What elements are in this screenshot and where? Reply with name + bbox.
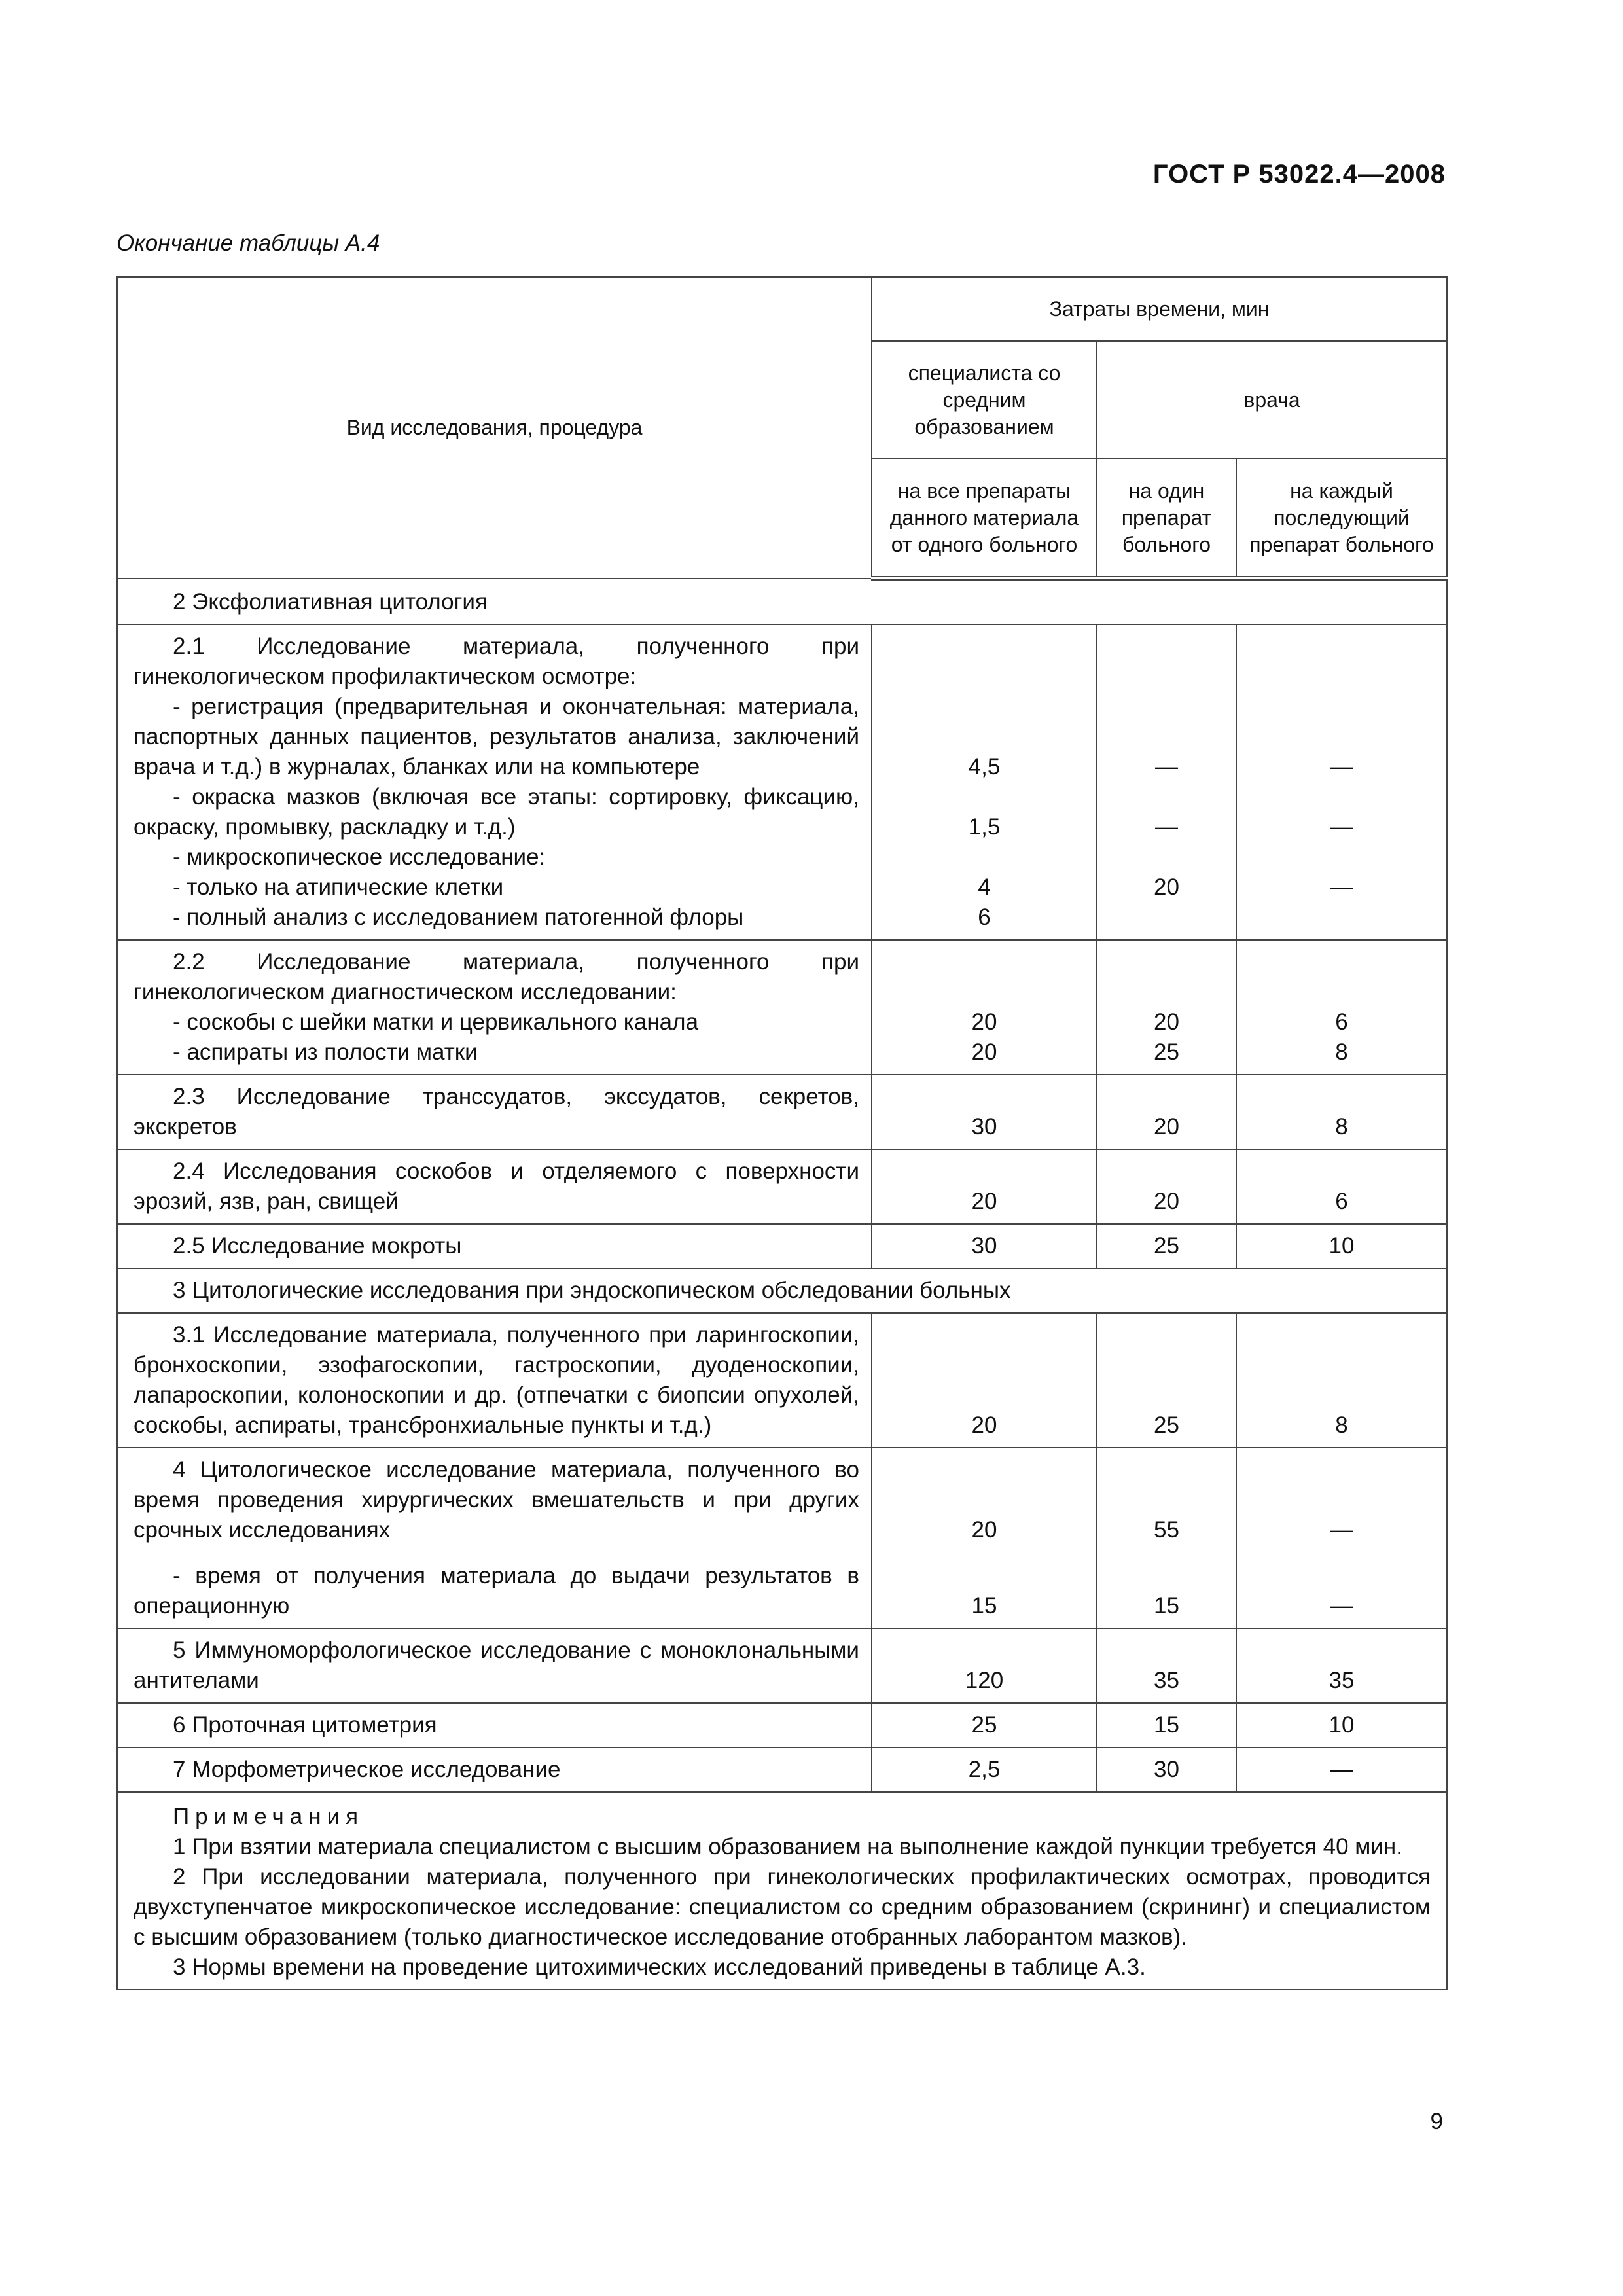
notes-cell	[117, 1792, 1447, 1990]
value-cell: 35	[1236, 1628, 1447, 1703]
procedure-cell: 6 Проточная цитометрия	[117, 1703, 872, 1748]
procedure-cell	[117, 940, 872, 1075]
value-cell: —	[1236, 1748, 1447, 1792]
procedure-item: - регистрация (предварительная и окончательная: материала, паспортных данных пациентов, результатов анализа, заключений врача и т.д.) в журналах, бланках или на компьютере	[134, 694, 859, 780]
procedure-cell: 2.3 Исследование транссудатов, экссудатов, секретов, экскретов	[117, 1075, 872, 1149]
value-cell: 20	[872, 1149, 1097, 1224]
value-cell: 55 15	[1097, 1448, 1236, 1628]
section-row	[117, 579, 1447, 625]
table-row	[117, 1628, 1447, 1703]
table-row	[117, 624, 1447, 940]
value-cell: — — 20	[1097, 624, 1236, 940]
col-header-specialist: специалиста со средним образованием	[872, 341, 1097, 459]
value-cell: 25	[1097, 1224, 1236, 1268]
value-cell: 10	[1236, 1703, 1447, 1748]
value-cell: 20	[872, 1313, 1097, 1448]
value-cell: 8	[1236, 1075, 1447, 1149]
section-title: 3 Цитологические исследования при эндоскопическом обследовании больных	[117, 1268, 1447, 1313]
value-cell: 30	[872, 1075, 1097, 1149]
section-row	[117, 1268, 1447, 1313]
procedure-cell: 2.5 Исследование мокроты	[117, 1224, 872, 1268]
subheader-all-preparations: на все препараты данного материала от одного больного	[872, 459, 1097, 579]
notes-row	[117, 1792, 1447, 1990]
value-cell: 20 25	[1097, 940, 1236, 1075]
procedure-item: - соскобы с шейки матки и цервикального канала	[173, 1009, 699, 1035]
standard-designation: ГОСТ Р 53022.4—2008	[1152, 160, 1446, 188]
value-cell: 35	[1097, 1628, 1236, 1703]
subheader-each-next-preparation: на каждый последующий препарат больного	[1236, 459, 1447, 579]
table-row	[117, 1313, 1447, 1448]
table-row	[117, 1224, 1447, 1268]
table-row	[117, 1075, 1447, 1149]
procedure-cell: 3.1 Исследование материала, полученного при ларингоскопии, бронхоскопии, эзофагоскопии, гастроскопии, дуоденоскопии, лапароскопии, колоноскопии и др. (отпечатки с биопсии опухолей, соскобы, аспираты, трансбронхиальные пункты и т.д.)	[117, 1313, 872, 1448]
value-cell: — — —	[1236, 624, 1447, 940]
value-cell: 30	[1097, 1748, 1236, 1792]
subheader-one-preparation: на один препарат больного	[1097, 459, 1236, 579]
notes-title: Примечания	[173, 1804, 365, 1829]
table-row	[117, 1703, 1447, 1748]
procedure-title: 2.1 Исследование материала, полученного при гинекологическом профилактическом осмотре:	[134, 634, 859, 689]
procedure-item: - только на атипические клетки	[173, 874, 504, 900]
value-cell: 6	[1236, 1149, 1447, 1224]
value-cell: 20	[1097, 1149, 1236, 1224]
value-cell: 20 20	[872, 940, 1097, 1075]
table-row	[117, 1149, 1447, 1224]
time-norms-table	[116, 276, 1446, 1990]
note-item: 2 При исследовании материала, полученного при гинекологических профилактических осмотрах, проводится двухступенчатое микроскопическое исследование: специалистом со средним образованием (скрининг) и специалистом с высшим образованием (только диагностическое исследование отобранных лаборантом мазков).	[134, 1864, 1431, 1950]
value-cell: 8	[1236, 1313, 1447, 1448]
table-caption: Окончание таблицы А.4	[116, 230, 380, 256]
value-cell: 2,5	[872, 1748, 1097, 1792]
value-cell: 6 8	[1236, 940, 1447, 1075]
col-header-procedure: Вид исследования, процедура	[117, 277, 872, 579]
value-cell: 4,5 1,5 4 6	[872, 624, 1097, 940]
note-item: 3 Нормы времени на проведение цитохимических исследований приведены в таблице А.3.	[173, 1954, 1146, 1980]
table-row	[117, 940, 1447, 1075]
procedure-cell: 2.4 Исследования соскобов и отделяемого с поверхности эрозий, язв, ран, свищей	[117, 1149, 872, 1224]
value-cell: 120	[872, 1628, 1097, 1703]
table-row	[117, 1748, 1447, 1792]
note-item: 1 При взятии материала специалистом с высшим образованием на выполнение каждой пункции требуется 40 мин.	[173, 1834, 1402, 1859]
procedure-cell	[117, 624, 872, 940]
value-cell: 30	[872, 1224, 1097, 1268]
value-cell: 15	[1097, 1703, 1236, 1748]
value-cell: 25	[1097, 1313, 1236, 1448]
procedure-title: 2.2 Исследование материала, полученного при гинекологическом диагностическом исследовании:	[134, 949, 859, 1005]
procedure-cell: 4 Цитологическое исследование материала, полученного во время проведения хирургических вмешательств и при других срочных исследованиях - время от получения материала до выдачи результатов в операционную	[117, 1448, 872, 1628]
table-row	[117, 1448, 1447, 1628]
col-header-time-cost: Затраты времени, мин	[872, 277, 1447, 341]
procedure-item: - аспираты из полости матки	[173, 1039, 478, 1065]
procedure-item: - окраска мазков (включая все этапы: сортировку, фиксацию, окраску, промывку, раскладку и т.д.)	[134, 784, 859, 840]
col-header-doctor: врача	[1097, 341, 1447, 459]
value-cell: — —	[1236, 1448, 1447, 1628]
value-cell: 25	[872, 1703, 1097, 1748]
section-title: 2 Эксфолиативная цитология	[117, 579, 1447, 625]
procedure-cell: 5 Иммуноморфологическое исследование с моноклональными антителами	[117, 1628, 872, 1703]
value-cell: 20	[1097, 1075, 1236, 1149]
procedure-item: - микроскопическое исследование:	[173, 844, 546, 870]
value-cell: 10	[1236, 1224, 1447, 1268]
procedure-item: - полный анализ с исследованием патогенной флоры	[173, 905, 744, 930]
page-number: 9	[1430, 2109, 1443, 2134]
procedure-cell: 7 Морфометрическое исследование	[117, 1748, 872, 1792]
value-cell: 20 15	[872, 1448, 1097, 1628]
